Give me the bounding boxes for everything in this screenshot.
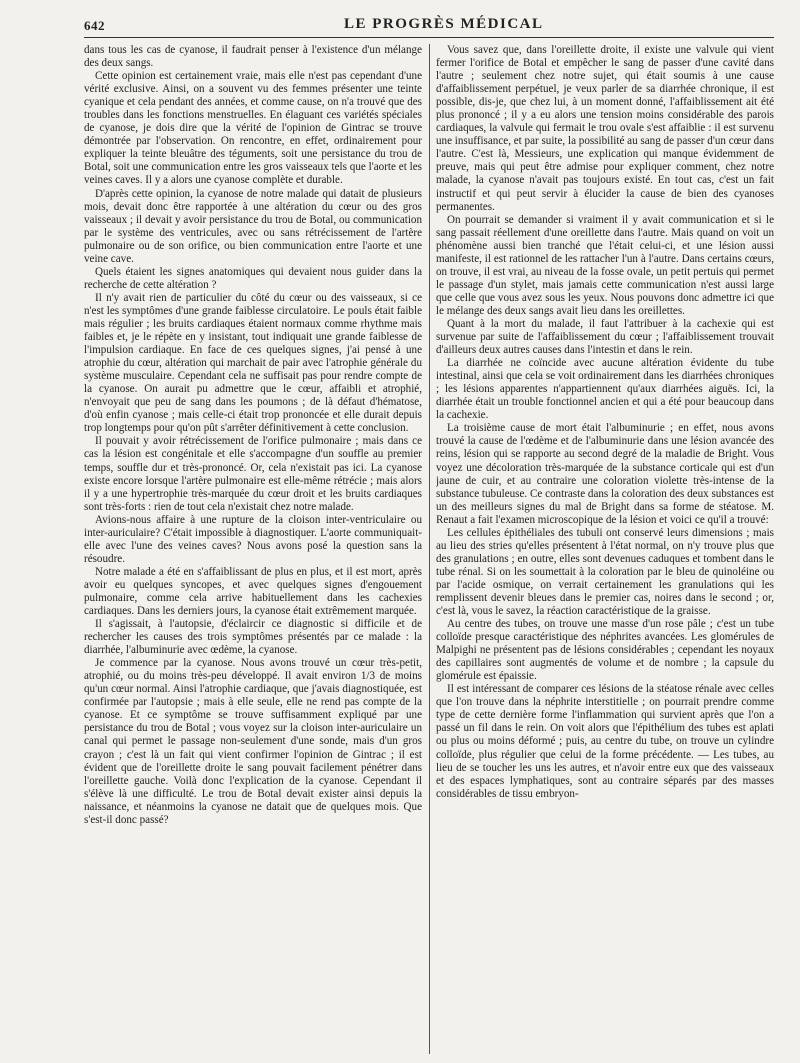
paragraph: Au centre des tubes, on trouve une masse d'un rose pâle ; c'est un tube colloïde presque caractéristique des néphrites avancées. Les glomérules de Malpighi ne présentent pas de lésions considérables ; cependant les noyaux des capillaires sont augmentés de volume et de nombre ; la capsule du glomérule est épaissie. [436, 618, 774, 683]
page-number: 642 [84, 18, 105, 33]
header-rule [84, 37, 774, 38]
paragraph: Quant à la mort du malade, il faut l'attribuer à la cachexie qui est survenue par suite de l'affaiblissement du cœur ; l'affaiblissement trouvait d'ailleurs deux autres causes dans l'intestin et dans le rein. [436, 317, 774, 357]
paragraph: Il pouvait y avoir rétrécissement de l'orifice pulmonaire ; mais dans ce cas la lésion est congénitale et elle s'accompagne d'un souffle au premier temps, souffle dur et très-prononcé. Or, cela n'existait pas ici. La cyanose existe encore lorsque l'artère pulmonaire est elle-même rétrécie ; mais alors il y a une hypertrophie très-marquée du cœur droit et les bruits cardiaques sont très-forts : rien de tout cela n'existait chez notre malade. [84, 435, 422, 513]
paragraph: Il est intéressant de comparer ces lésions de la stéatose rénale avec celles que l'on trouve dans la néphrite interstitielle ; on pourrait prendre comme type de cette dernière forme l'inflammation qui survient après que l'on a passé un fil dans le rein. On voit alors que l'épithélium des tubes est aplati ou plus ou moins déformé ; puis, au centre du tube, on trouve un cylindre colloïde, plus régulier que celui de la forme précédente. — Les tubes, au lieu de se toucher les uns les autres, et n'avoir entre eux que des vaisseaux et des espaces lymphatiques, sont au contraire séparés par des masses considérables de tissu embryon- [436, 683, 774, 800]
paragraph: Vous savez que, dans l'oreillette droite, il existe une valvule qui vient fermer l'orifice de Botal et empêcher le sang de passer d'une cavité dans l'autre ; seulement chez notre sujet, qui était soumis à une cause d'affaiblissement perpétuel, je veux parler de sa diarrhée chronique, il est possible, dis-je, que chez lui, à un moment donné, l'affaiblissement ait été plus prononcé ; il y a eu alors une tension moins considérable des parois cardiaques, la valvule qui fermait le trou ovale s'est affaiblie : il est survenu une insuffisance, et par suite, la possibilité au sang de passer d'un cœur dans l'autre. C'est là, Messieurs, une explication qui manque évidemment de preuve, mais qui peut être admise pour expliquer comment, chez notre malade, la cyanose n'avait pas toujours existé. En tout cas, c'est un fait instructif et qui peut servir à élucider la cause de bien des cyanoses permanentes. [436, 44, 774, 213]
journal-title: LE PROGRÈS MÉDICAL [344, 16, 544, 32]
paragraph: On pourrait se demander si vraiment il y avait communication et si le sang passait réellement d'une oreillette dans l'autre. Mais quand on voit un phénomène aussi bien tranché que l'était celui-ci, et une lésion aussi manifeste, il est rationnel de les rattacher l'un à l'autre. Dans certains cœurs, on trouve, il est vrai, au niveau de la fosse ovale, un petit pertuis qui permet le passage d'un stylet, mais jamais cette communication n'est aussi large que celle que vous avez sous les yeux. Nous pouvons donc admettre ici que le mélange des deux sangs avait lieu dans les oreillettes. [436, 213, 774, 317]
paragraph: dans tous les cas de cyanose, il faudrait penser à l'existence d'un mélange des deux sangs. [84, 44, 422, 70]
right-column [436, 44, 774, 1054]
paragraph: Avions-nous affaire à une rupture de la cloison inter-ventriculaire ou inter-auriculaire? C'était impossible à diagnostiquer. L'aorte communiquait-elle avec l'une des veines caves? Nous avons posé la question sans la résoudre. [84, 513, 422, 565]
paragraph: Notre malade a été en s'affaiblissant de plus en plus, et il est mort, après avoir eu quelques syncopes, et avec quelques signes d'engouement pulmonaire, comme cela arrive habituellement dans les cachexies cardiaques. Dans les derniers jours, la cyanose était extrêmement marquée. [84, 565, 422, 618]
paragraph: Cette opinion est certainement vraie, mais elle n'est pas cependant d'une vérité exclusive. Ainsi, on a souvent vu des femmes présenter une teinte cyanique et cela pendant des années, et comme cause, on n'a trouvé que des troubles dans les fonctions menstruelles. En élaguant ces variétés spéciales de cyanose, je dois dire que la vérité de l'opinion de Gintrac se trouve démontrée par l'observation. On rencontre, en effet, ordinairement pour expliquer la teinte bleuâtre des téguments, soit une persistance du trou de Botal, soit une communication entre les gros vaisseaux tels que l'aorte et les veines caves. Il y a alors une cyanose complète et durable. [84, 70, 422, 187]
paragraph: Il n'y avait rien de particulier du côté du cœur ou des vaisseaux, si ce n'est les symptômes d'une grande faiblesse circulatoire. Le pouls était faible mais régulier ; les bruits cardiaques étaient normaux comme rhythme mais faibles et, je le répète en y insistant, tout indiquait une grande faiblesse de l'impulsion cardiaque. En face de ces quelques signes, j'ai pensé à une atrophie du cœur, altération qui marchait de pair avec l'atrophie générale du système musculaire. Cependant cela ne suffisait pas pour rendre compte de la cyanose. On aurait pu admettre que le cœur, affaibli et atrophié, n'envoyait que peu de sang dans les poumons ; de là défaut d'hématose, d'où enfin cyanose ; mais celle-ci était trop prononcée et elle durait depuis trop longtemps pour qu'on pût s'arrêter définitivement à cette conclusion. [84, 291, 422, 435]
paragraph: Les cellules épithéliales des tubuli ont conservé leurs dimensions ; mais au lieu des stries qu'elles présentent à l'état normal, on n'y trouve plus que des granulations ; en outre, elles sont devenues caduques et tombent dans le tube rénal. Si on les soumettait à la coloration par le bleu de quinoléine ou par l'acide osmique, on verrait certainement les granulations qui les remplissent devenir bleues dans le premier cas, noires dans le second ; or, c'est là, vous le savez, la réaction caractéristique de la graisse. [436, 526, 774, 618]
paragraph: Il s'agissait, à l'autopsie, d'éclaircir ce diagnostic si difficile et de rechercher les causes des trois symptômes présentés par ce malade : la diarrhée, l'albuminurie avec œdème, la cyanose. [84, 618, 422, 657]
left-column [84, 44, 422, 1054]
paragraph: Je commence par la cyanose. Nous avons trouvé un cœur très-petit, atrophié, ou du moins très-peu développé. Il avait environ 1/3 de moins qu'un cœur normal. Ainsi l'atrophie cardiaque, que j'avais diagnostiquée, est confirmée par l'autopsie ; mais à elle seule, elle ne rend pas compte de la cyanose. Et ce symptôme se trouve suffisamment expliqué par une persistance du trou de Botal ; vous voyez sur la cloison inter-auriculaire un canal qui permet le passage non-seulement d'une sonde, mais d'un gros crayon ; c'est là un fait qui vient confirmer l'opinion de Gintrac ; il est évident que de l'oreillette droite le sang pouvait facilement pénétrer dans l'oreillette gauche. Voilà donc l'explication de la cyanose. Cependant il s'élève là une difficulté. Le trou de Botal devait exister ainsi depuis la naissance, et néanmoins la cyanose ne datait que de quelques mois. Que s'est-il donc passé? [84, 657, 422, 826]
paragraph: La diarrhée ne coïncide avec aucune altération évidente du tube intestinal, ainsi que cela se voit ordinairement dans les diarrhées chroniques ; les lésions apparentes n'appartiennent qu'aux diarrhées aiguës. Ici, la diarrhée était un trouble fonctionnel ancien et qui a été pour beaucoup dans la cachexie. [436, 357, 774, 422]
paragraph: Quels étaient les signes anatomiques qui devaient nous guider dans la recherche de cette altération ? [84, 265, 422, 291]
paragraph: La troisième cause de mort était l'albuminurie ; en effet, nous avons trouvé la cause de l'œdème et de l'albuminurie dans une lésion avancée des reins, lésion qui se rapporte au second degré de la maladie de Bright. Vous voyez une décoloration très-marquée de la substance corticale qui est d'un jaune de cuir, et au contraire une coloration violette très-intense de la substance tubuleuse. Ce contraste dans la coloration des deux substances est un des meilleurs signes du mal de Bright dans sa forme de stéatose. M. Renaut a fait l'examen microscopique de la lésion et voici ce qu'il a trouvé: [436, 422, 774, 526]
paragraph: D'après cette opinion, la cyanose de notre malade qui datait de plusieurs mois, devait donc être rapportée à une altération du cœur ou des gros vaisseaux ; il devait y avoir persistance du trou de Botal, ou communication par le système des ventricules, avec ou sans rétrécissement de l'artère pulmonaire ou de son orifice, ou bien communication entre l'aorte et une veine cave. [84, 187, 422, 265]
column-divider [429, 44, 430, 1054]
